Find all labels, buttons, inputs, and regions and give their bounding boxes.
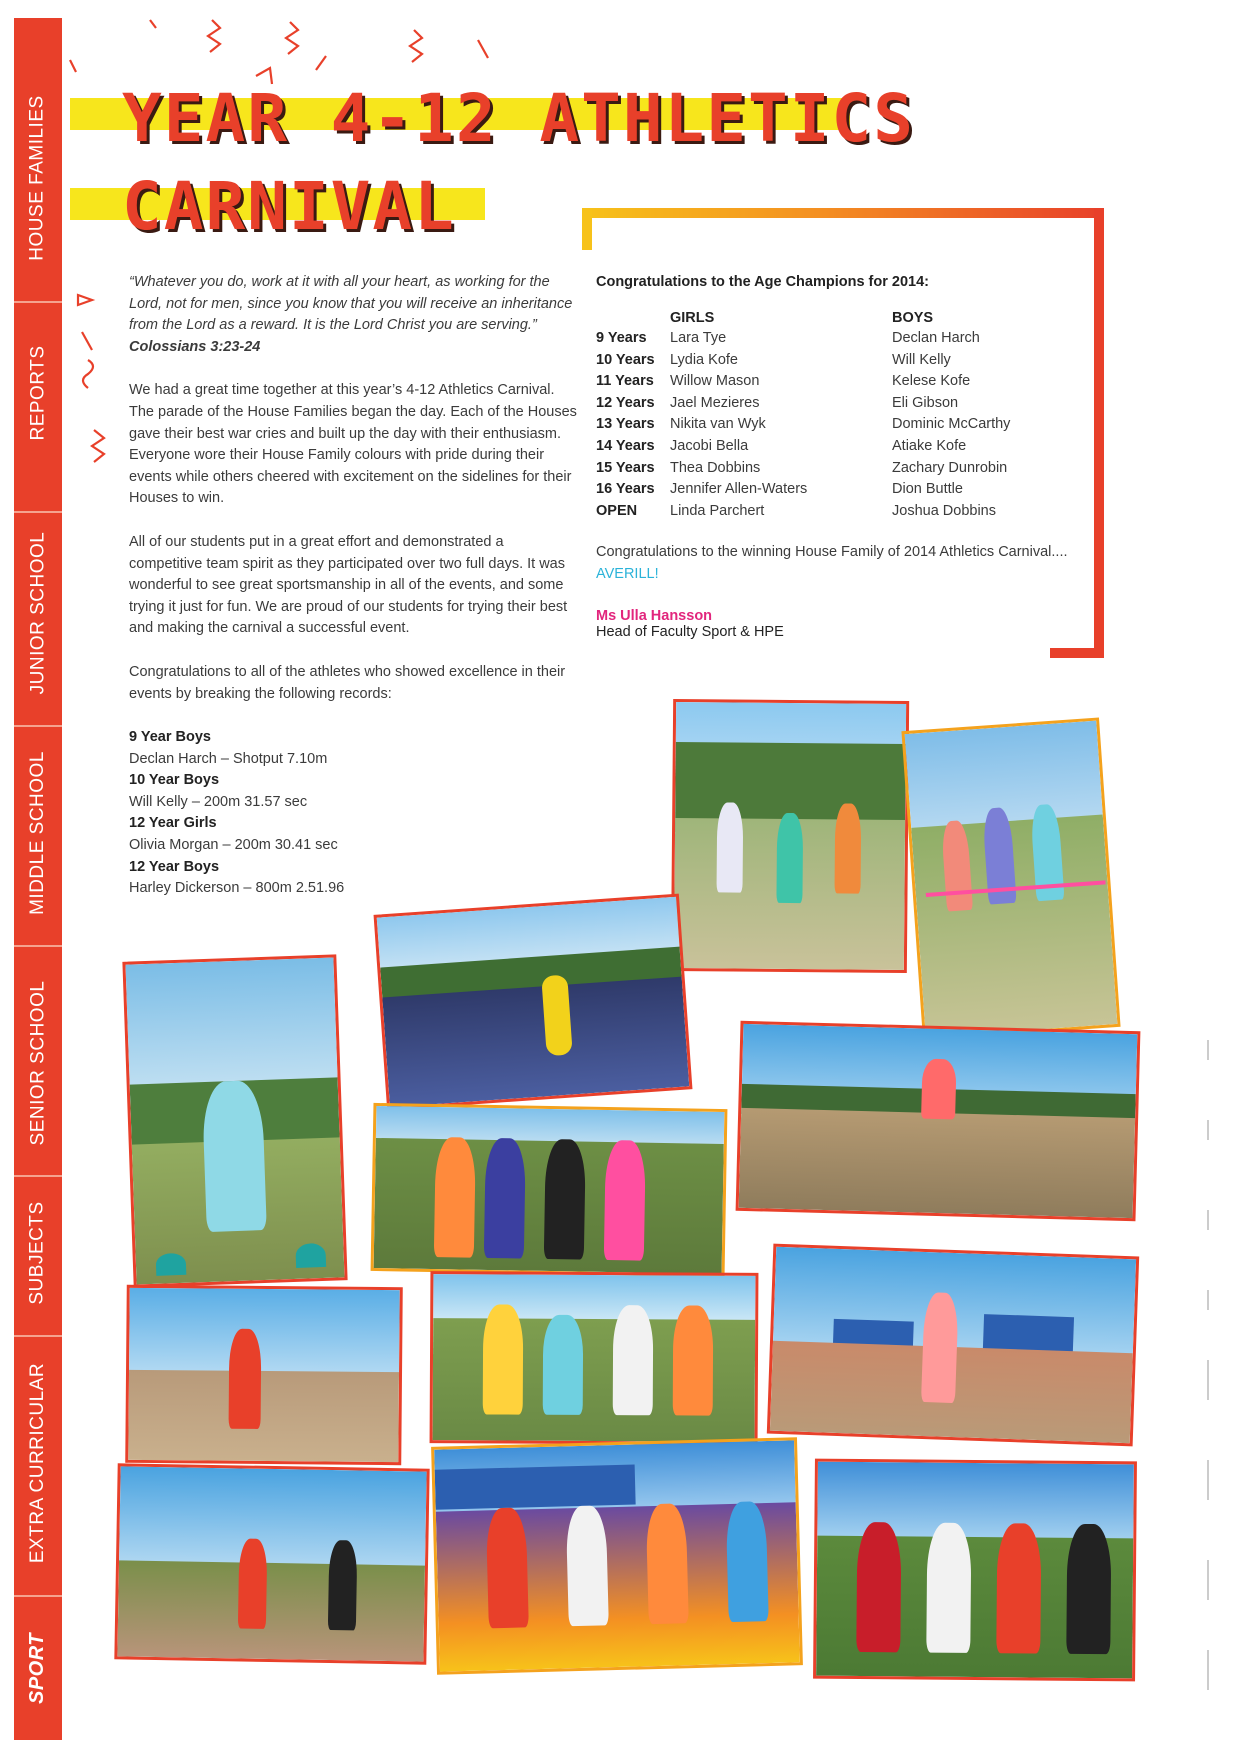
- tab-label: MIDDLE SCHOOL: [27, 751, 48, 915]
- girl-cell: Jacobi Bella: [670, 437, 749, 454]
- girl-cell: Linda Parchert: [670, 502, 765, 519]
- record-detail: Declan Harch – Shotput 7.10m: [129, 750, 328, 767]
- photo-hurdle-jump: [767, 1244, 1139, 1447]
- tab-divider: [14, 1335, 62, 1337]
- age-cell: 13 Years: [596, 416, 655, 433]
- girl-cell: Nikita van Wyk: [670, 416, 766, 433]
- record-category: 9 Year Boys: [129, 729, 211, 746]
- tab-junior-school[interactable]: [14, 518, 62, 708]
- photo-crowd: [374, 894, 693, 1111]
- girl-cell: Willow Mason: [670, 373, 760, 390]
- winning-house-note: [596, 542, 1076, 585]
- age-cell: OPEN: [596, 502, 638, 519]
- age-cell: 10 Years: [596, 351, 655, 368]
- photo-finish-line: [901, 717, 1120, 1040]
- photo-relay-finish: [125, 1285, 403, 1465]
- boy-cell: Atiake Kofe: [892, 437, 967, 454]
- age-cell: 12 Years: [596, 394, 655, 411]
- frame-border: [1094, 208, 1104, 658]
- table-row: [596, 373, 1010, 395]
- girl-cell: Jennifer Allen-Waters: [670, 481, 808, 498]
- record-detail: Will Kelly – 200m 31.57 sec: [129, 793, 308, 810]
- signature-name: Ms Ulla Hansson: [596, 607, 713, 624]
- signature-role: Head of Faculty Sport & HPE: [596, 623, 784, 640]
- girl-cell: Thea Dobbins: [670, 459, 761, 476]
- record-category: 10 Year Boys: [129, 772, 220, 789]
- age-champions-box: [596, 274, 1076, 640]
- title-line-2: CARNIVAL: [122, 168, 456, 245]
- boy-cell: Dominic McCarthy: [892, 416, 1011, 433]
- tab-label: SUBJECTS: [27, 1201, 48, 1305]
- table-header-row: [596, 306, 1010, 330]
- boy-cell: Will Kelly: [892, 351, 951, 368]
- tab-senior-school[interactable]: [14, 968, 62, 1158]
- records-list: [129, 727, 579, 900]
- tab-label: SENIOR SCHOOL: [27, 980, 48, 1146]
- photo-tent-group: [431, 1437, 803, 1675]
- photo-group-hats: [430, 1271, 759, 1445]
- age-cell: 9 Years: [596, 330, 647, 346]
- champions-heading: Congratulations to the Age Champions for 2014:: [596, 274, 929, 290]
- tab-label: SPORT: [26, 1632, 49, 1704]
- age-cell: 15 Years: [596, 459, 655, 476]
- photo-sprinters: [671, 699, 909, 973]
- paragraph: Congratulations to all of the athletes who showed excellence in their events by breaking the following records:: [129, 663, 566, 702]
- title-line-1: YEAR 4-12 ATHLETICS: [122, 80, 915, 157]
- table-row: [596, 460, 1010, 482]
- tab-subjects[interactable]: [14, 1188, 62, 1318]
- tab-divider: [14, 1595, 62, 1597]
- age-header: [596, 306, 670, 330]
- winner-text: Congratulations to the winning House Family of 2014 Athletics Carnival....: [596, 544, 1068, 561]
- age-cell: 11 Years: [596, 373, 654, 390]
- tab-middle-school[interactable]: [14, 738, 62, 928]
- photo-relay-boy: [122, 954, 347, 1287]
- girl-cell: Jael Mezieres: [670, 394, 760, 411]
- winner-house: AVERILL!: [596, 565, 659, 582]
- record-category: 12 Year Boys: [129, 858, 220, 875]
- table-row: [596, 438, 1010, 460]
- girl-cell: Lara Tye: [670, 330, 727, 346]
- table-row: [596, 330, 1010, 352]
- record-category: 12 Year Girls: [129, 815, 217, 832]
- boy-cell: Eli Gibson: [892, 394, 959, 411]
- tab-divider: [14, 1175, 62, 1177]
- table-row: [596, 481, 1010, 503]
- record-detail: Olivia Morgan – 200m 30.41 sec: [129, 837, 338, 854]
- table-row: [596, 416, 1010, 438]
- table-row: [596, 352, 1010, 374]
- photo-hats-costumes: [813, 1459, 1137, 1682]
- boy-cell: Dion Buttle: [892, 481, 963, 498]
- boy-cell: Joshua Dobbins: [892, 502, 996, 519]
- bible-quote: [129, 272, 579, 358]
- tab-label: HOUSE FAMILIES: [27, 95, 48, 261]
- girl-cell: Lydia Kofe: [670, 351, 738, 368]
- record-detail: Harley Dickerson – 800m 2.51.96: [129, 880, 345, 897]
- tab-label: EXTRA CURRICULAR: [27, 1362, 48, 1564]
- photo-long-jump: [736, 1021, 1141, 1221]
- tab-extra-curricular[interactable]: [14, 1348, 62, 1578]
- boy-cell: Zachary Dunrobin: [892, 459, 1008, 476]
- tab-divider: [14, 725, 62, 727]
- tab-divider: [14, 511, 62, 513]
- paragraph: We had a great time together at this year’s 4-12 Athletics Carnival. The parade of the House Families began the day. Each of the Houses gave their best war cries and built up the day with their enthusiasm. Everyone wore their House Family colours with pride during their events while others cheered with excitement on the sidelines for their Houses to win.: [129, 382, 577, 507]
- champions-table: [596, 306, 1010, 524]
- quote-reference: Colossians 3:23-24: [129, 338, 261, 355]
- photo-group-costumes: [371, 1103, 728, 1277]
- paragraph: All of our students put in a great effort and demonstrated a competitive team spirit as they participated over two full days. It was wonderful to see great sportsmanship in all of the events, and some trying it just for fun. We are proud of our students for trying their best and making the carnival a successful event.: [129, 533, 568, 637]
- boy-cell: Kelese Kofe: [892, 373, 971, 390]
- tab-divider: [14, 945, 62, 947]
- tab-sport[interactable]: [14, 1608, 62, 1728]
- frame-border: [582, 208, 1104, 218]
- quote-text: “Whatever you do, work at it with all your heart, as working for the Lord, not for men, since you know that you will receive an inheritance from the Lord as a reward. It is the Lord Christ you are serving.”: [129, 274, 573, 334]
- article-body: [129, 272, 579, 900]
- frame-border: [1050, 648, 1104, 658]
- table-row: [596, 503, 1010, 525]
- tab-label: JUNIOR SCHOOL: [27, 531, 48, 695]
- boys-header: BOYS: [892, 310, 934, 326]
- boy-cell: Declan Harch: [892, 330, 980, 346]
- page-edge-marks: [1204, 1040, 1212, 1700]
- age-cell: 16 Years: [596, 481, 655, 498]
- photo-runners-track: [114, 1463, 429, 1664]
- frame-border: [582, 208, 592, 250]
- age-cell: 14 Years: [596, 437, 655, 454]
- tab-label: REPORTS: [27, 345, 49, 441]
- girls-header: GIRLS: [670, 310, 715, 326]
- table-row: [596, 395, 1010, 417]
